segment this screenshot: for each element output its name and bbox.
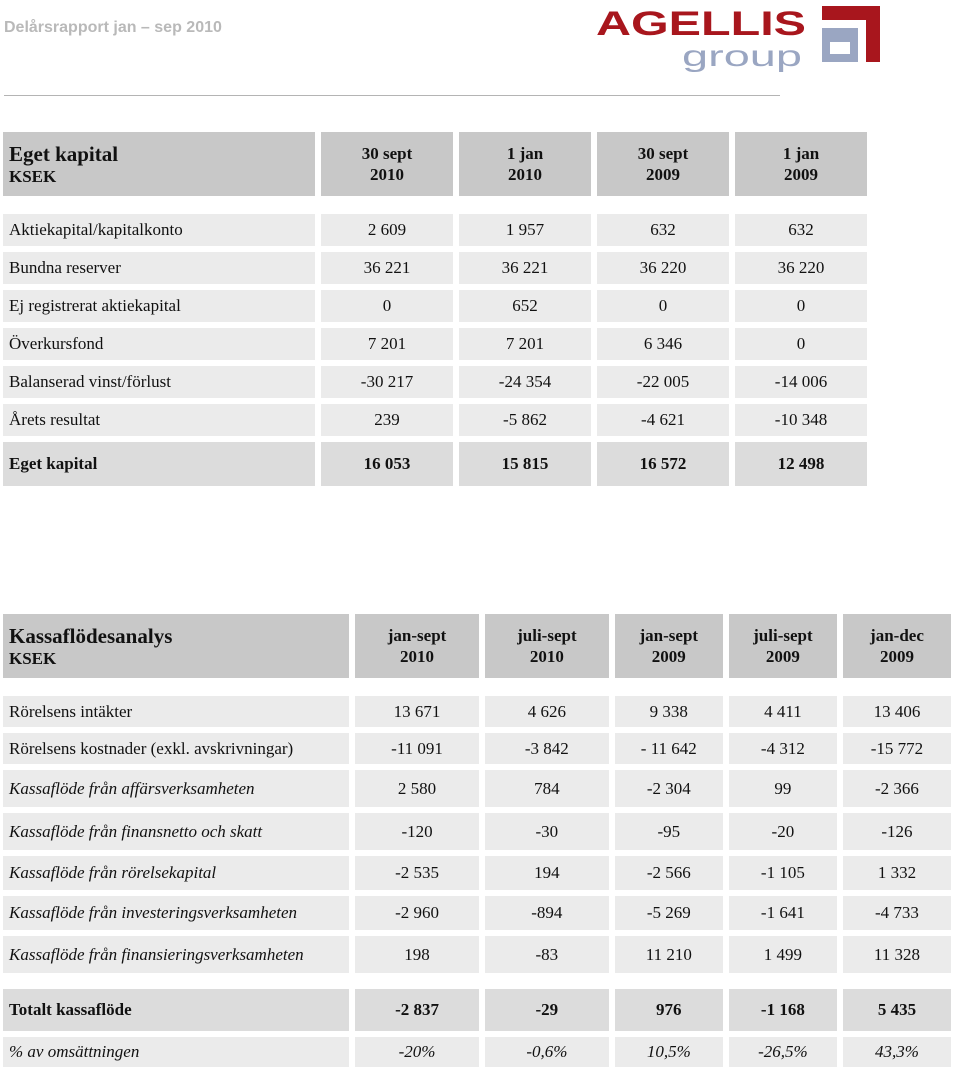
value-cell: -20 bbox=[729, 813, 837, 850]
total-value-cell: -29 bbox=[485, 989, 609, 1031]
value-cell: 4 411 bbox=[729, 696, 837, 727]
value-cell: 7 201 bbox=[459, 328, 591, 360]
table-row bbox=[3, 696, 951, 727]
value-cell: - 11 642 bbox=[615, 733, 723, 764]
agellis-logo bbox=[594, 2, 884, 72]
value-cell: -2 304 bbox=[615, 770, 723, 807]
percent-cell: 43,3% bbox=[843, 1037, 951, 1067]
row-label: Bundna reserver bbox=[3, 252, 315, 284]
table-row bbox=[3, 328, 867, 360]
value-cell: -11 091 bbox=[355, 733, 479, 764]
value-cell: 1 957 bbox=[459, 214, 591, 246]
value-cell: -24 354 bbox=[459, 366, 591, 398]
logo-agellis-text: AGELLIS bbox=[596, 5, 806, 43]
total-value-cell: 5 435 bbox=[843, 989, 951, 1031]
table-row bbox=[3, 214, 867, 246]
value-cell: -5 862 bbox=[459, 404, 591, 436]
value-cell: 7 201 bbox=[321, 328, 453, 360]
value-cell: -22 005 bbox=[597, 366, 729, 398]
row-label: Totalt kassaflöde bbox=[3, 989, 349, 1031]
cashflow-total-row bbox=[3, 989, 951, 1031]
value-cell: 6 346 bbox=[597, 328, 729, 360]
value-cell: 652 bbox=[459, 290, 591, 322]
header-divider bbox=[4, 95, 780, 96]
report-title: Delårsrapport jan – sep 2010 bbox=[4, 19, 222, 36]
value-cell: 0 bbox=[321, 290, 453, 322]
row-label: Kassaflöde från investeringsverksamheten bbox=[3, 896, 349, 930]
value-cell: 2 609 bbox=[321, 214, 453, 246]
percent-cell: -26,5% bbox=[729, 1037, 837, 1067]
value-cell: -4 621 bbox=[597, 404, 729, 436]
value-cell: -2 535 bbox=[355, 856, 479, 890]
value-cell: 784 bbox=[485, 770, 609, 807]
value-cell: -15 772 bbox=[843, 733, 951, 764]
row-label: % av omsättningen bbox=[3, 1037, 349, 1067]
value-cell: -2 960 bbox=[355, 896, 479, 930]
value-cell: 36 220 bbox=[735, 252, 867, 284]
total-value-cell: -2 837 bbox=[355, 989, 479, 1031]
equity-col-header: 1 jan 2009 bbox=[735, 132, 867, 196]
value-cell: 632 bbox=[597, 214, 729, 246]
row-label: Aktiekapital/kapitalkonto bbox=[3, 214, 315, 246]
total-value-cell: 15 815 bbox=[459, 442, 591, 486]
value-cell: -95 bbox=[615, 813, 723, 850]
equity-col-header: 1 jan 2010 bbox=[459, 132, 591, 196]
table-row bbox=[3, 290, 867, 322]
total-value-cell: 12 498 bbox=[735, 442, 867, 486]
percent-row bbox=[3, 1037, 951, 1067]
logo-group-text: group bbox=[682, 40, 802, 72]
row-label: Balanserad vinst/förlust bbox=[3, 366, 315, 398]
table-row bbox=[3, 366, 867, 398]
row-label: Kassaflöde från affärsverksamheten bbox=[3, 770, 349, 807]
value-cell: 194 bbox=[485, 856, 609, 890]
value-cell: -30 bbox=[485, 813, 609, 850]
value-cell: -5 269 bbox=[615, 896, 723, 930]
value-cell: 11 210 bbox=[615, 936, 723, 973]
row-label: Ej registrerat aktiekapital bbox=[3, 290, 315, 322]
value-cell: 0 bbox=[597, 290, 729, 322]
cashflow-col-header: juli-sept 2009 bbox=[729, 614, 837, 678]
value-cell: 99 bbox=[729, 770, 837, 807]
value-cell: 36 220 bbox=[597, 252, 729, 284]
value-cell: -30 217 bbox=[321, 366, 453, 398]
value-cell: -4 312 bbox=[729, 733, 837, 764]
value-cell: 4 626 bbox=[485, 696, 609, 727]
value-cell: 36 221 bbox=[459, 252, 591, 284]
cashflow-unit: KSEK bbox=[9, 648, 57, 668]
cashflow-title: Kassaflödesanalys bbox=[9, 623, 173, 648]
value-cell: 1 332 bbox=[843, 856, 951, 890]
percent-cell: -0,6% bbox=[485, 1037, 609, 1067]
value-cell: -2 566 bbox=[615, 856, 723, 890]
value-cell: -894 bbox=[485, 896, 609, 930]
row-label: Rörelsens kostnader (exkl. avskrivningar) bbox=[3, 733, 349, 764]
table-row bbox=[3, 404, 867, 436]
value-cell: 36 221 bbox=[321, 252, 453, 284]
value-cell: 9 338 bbox=[615, 696, 723, 727]
total-value-cell: -1 168 bbox=[729, 989, 837, 1031]
equity-table bbox=[0, 126, 873, 492]
value-cell: -126 bbox=[843, 813, 951, 850]
value-cell: 0 bbox=[735, 328, 867, 360]
equity-unit: KSEK bbox=[9, 166, 57, 186]
cashflow-header-row bbox=[3, 614, 951, 678]
total-value-cell: 16 572 bbox=[597, 442, 729, 486]
value-cell: -83 bbox=[485, 936, 609, 973]
table-row bbox=[3, 896, 951, 930]
cashflow-col-header: juli-sept 2010 bbox=[485, 614, 609, 678]
value-cell: 239 bbox=[321, 404, 453, 436]
equity-total-row bbox=[3, 442, 867, 486]
value-cell: 1 499 bbox=[729, 936, 837, 973]
cashflow-title-cell bbox=[3, 614, 349, 678]
table-row bbox=[3, 252, 867, 284]
equity-title: Eget kapital bbox=[9, 141, 119, 166]
row-label: Överkursfond bbox=[3, 328, 315, 360]
value-cell: -2 366 bbox=[843, 770, 951, 807]
value-cell: 13 406 bbox=[843, 696, 951, 727]
percent-cell: -20% bbox=[355, 1037, 479, 1067]
value-cell: 2 580 bbox=[355, 770, 479, 807]
value-cell: -1 105 bbox=[729, 856, 837, 890]
value-cell: -1 641 bbox=[729, 896, 837, 930]
value-cell: 198 bbox=[355, 936, 479, 973]
value-cell: 11 328 bbox=[843, 936, 951, 973]
table-row bbox=[3, 936, 951, 973]
table-row bbox=[3, 770, 951, 807]
value-cell: -3 842 bbox=[485, 733, 609, 764]
equity-title-cell bbox=[3, 132, 315, 196]
row-label: Årets resultat bbox=[3, 404, 315, 436]
table-row bbox=[3, 813, 951, 850]
equity-col-header: 30 sept 2009 bbox=[597, 132, 729, 196]
row-label: Kassaflöde från rörelsekapital bbox=[3, 856, 349, 890]
row-label: Kassaflöde från finansieringsverksamheten bbox=[3, 936, 349, 973]
total-value-cell: 976 bbox=[615, 989, 723, 1031]
table-row bbox=[3, 856, 951, 890]
value-cell: 632 bbox=[735, 214, 867, 246]
value-cell: -4 733 bbox=[843, 896, 951, 930]
value-cell: -10 348 bbox=[735, 404, 867, 436]
row-label: Rörelsens intäkter bbox=[3, 696, 349, 727]
value-cell: 0 bbox=[735, 290, 867, 322]
value-cell: 13 671 bbox=[355, 696, 479, 727]
row-label: Eget kapital bbox=[3, 442, 315, 486]
value-cell: -120 bbox=[355, 813, 479, 850]
percent-cell: 10,5% bbox=[615, 1037, 723, 1067]
cashflow-col-header: jan-dec 2009 bbox=[843, 614, 951, 678]
cashflow-col-header: jan-sept 2009 bbox=[615, 614, 723, 678]
value-cell: -14 006 bbox=[735, 366, 867, 398]
cashflow-col-header: jan-sept 2010 bbox=[355, 614, 479, 678]
total-value-cell: 16 053 bbox=[321, 442, 453, 486]
row-label: Kassaflöde från finansnetto och skatt bbox=[3, 813, 349, 850]
equity-col-header: 30 sept 2010 bbox=[321, 132, 453, 196]
table-row bbox=[3, 733, 951, 764]
logo-mark-icon bbox=[822, 6, 880, 62]
equity-header-row bbox=[3, 132, 867, 196]
cashflow-table bbox=[0, 608, 957, 1073]
